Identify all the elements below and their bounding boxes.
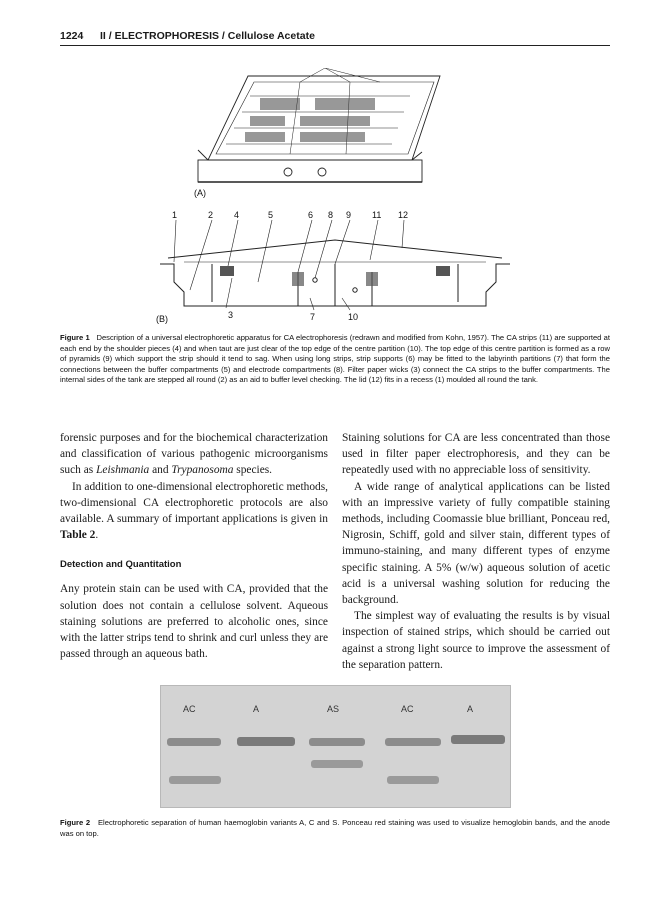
figure-1-caption (60, 333, 610, 386)
lane-label: A (253, 704, 260, 714)
part-number: 5 (268, 210, 274, 220)
caption-text: Electrophoretic separation of human haemoglobin variants A, C and S. Ponceau red staining was used to visualize hemoglobin bands, and the anode was on top. (60, 818, 610, 838)
page-number: 1224 (60, 30, 84, 42)
panel-a-label: (A) (194, 188, 206, 198)
hemoglobin-band (311, 760, 363, 768)
figure-2-gel-photo (160, 685, 511, 808)
electrode-socket-right (318, 168, 326, 176)
lid-profile (168, 240, 502, 258)
caption-text: Description of a universal electrophoretic apparatus for CA electrophoresis (redrawn and modified from Kohn, 1957). The CA strips (11) are supported at each end by the shoulder pieces (4) and when taut are just clear of the top edge of the centre partition (10). The top edge of this centre partition is formed as a row of pyramids (9) which support the strip should it tend to sag. When using long strips, strip supports (6) may be fitted to the labyrinth partitions (7) that form the connections between the buffer compartments (5) and electrode compartments (8). Filter paper wicks (3) connect the CA strips to the buffer compartments. The internal sides of the tank are stepped all round (2) as an aid to buffer level checking. The lid (12) fits in a recess (1) moulded all round the tank. (60, 333, 610, 385)
part-number: 7 (310, 312, 316, 322)
apparatus-illustration (150, 68, 520, 326)
lane-label: AS (327, 704, 340, 714)
part-number: 3 (228, 310, 234, 320)
paragraph: Any protein stain can be used with CA, provided that the solution does not contain a cellulose solvent. Aqueous staining solutions are preferred to alcoholic ones, since with the latter strips tend to shrink and curl unless they are passed through an aqueous bath. (60, 583, 328, 661)
paragraph: In addition to one-dimensional electrophoretic methods, two-dimensional CA electrophoretic protocols are also available. A summary of important applications is given in Table 2. (60, 480, 328, 542)
hemoglobin-band (385, 738, 441, 746)
section-heading: Detection and Quantitation (60, 559, 182, 571)
hemoglobin-band (237, 737, 295, 746)
caption-label: Figure 1 (60, 333, 90, 342)
page-header (60, 30, 610, 48)
hemoglobin-band (169, 776, 221, 784)
part-number: 6 (308, 210, 314, 220)
hemoglobin-band (167, 738, 221, 746)
tank-front-wall (198, 160, 422, 182)
right-column (342, 430, 610, 673)
lane-label: AC (183, 704, 196, 714)
lane-label: A (467, 704, 474, 714)
header-rule (60, 45, 610, 46)
hemoglobin-band (451, 735, 505, 744)
paragraph: A wide range of analytical applications can be listed with an impressive variety of fully compatible staining methods, including Coomassie blue brilliant, Ponceau red, Nigrosin, Schiff, gold and silver stain, different types of immuno-staining, and many different types of enzyme specific staining. A 5% (w/w) aqueous solution of acetic acid is a universal washing solution for reducing the background. (342, 480, 610, 607)
hemoglobin-band (387, 776, 439, 784)
part-number: 1 (172, 210, 178, 220)
paragraph: The simplest way of evaluating the results is by visual inspection of stained strips, which should be carried out against a strong light source to improve the assessment of the separation pattern. (342, 610, 610, 671)
part-number: 8 (328, 210, 334, 220)
running-title: II / ELECTROPHORESIS / Cellulose Acetate (100, 30, 315, 42)
left-column (60, 430, 328, 662)
part-number: 2 (208, 210, 214, 220)
part-number: 9 (346, 210, 352, 220)
part-number: 11 (372, 210, 382, 220)
part-number: 12 (398, 210, 409, 220)
part-number: 10 (348, 312, 359, 322)
paragraph: forensic purposes and for the biochemical characterization and classification of various pathogenic microorganisms such as Leishmania and Trypanosoma species. (60, 432, 328, 477)
paragraph: Staining solutions for CA are less concentrated than those used in filter paper electrophoresis, and they can be repeatedly used with no appreciable loss of sensitivity. (342, 432, 610, 477)
panel-b-label: (B) (156, 314, 168, 324)
electrode-socket-left (284, 168, 292, 176)
lane-label: AC (401, 704, 414, 714)
figure-2-caption (60, 818, 610, 839)
caption-label: Figure 2 (60, 818, 91, 827)
hemoglobin-band (309, 738, 365, 746)
figure-1-apparatus-drawing (150, 68, 520, 326)
part-number: 4 (234, 210, 240, 220)
